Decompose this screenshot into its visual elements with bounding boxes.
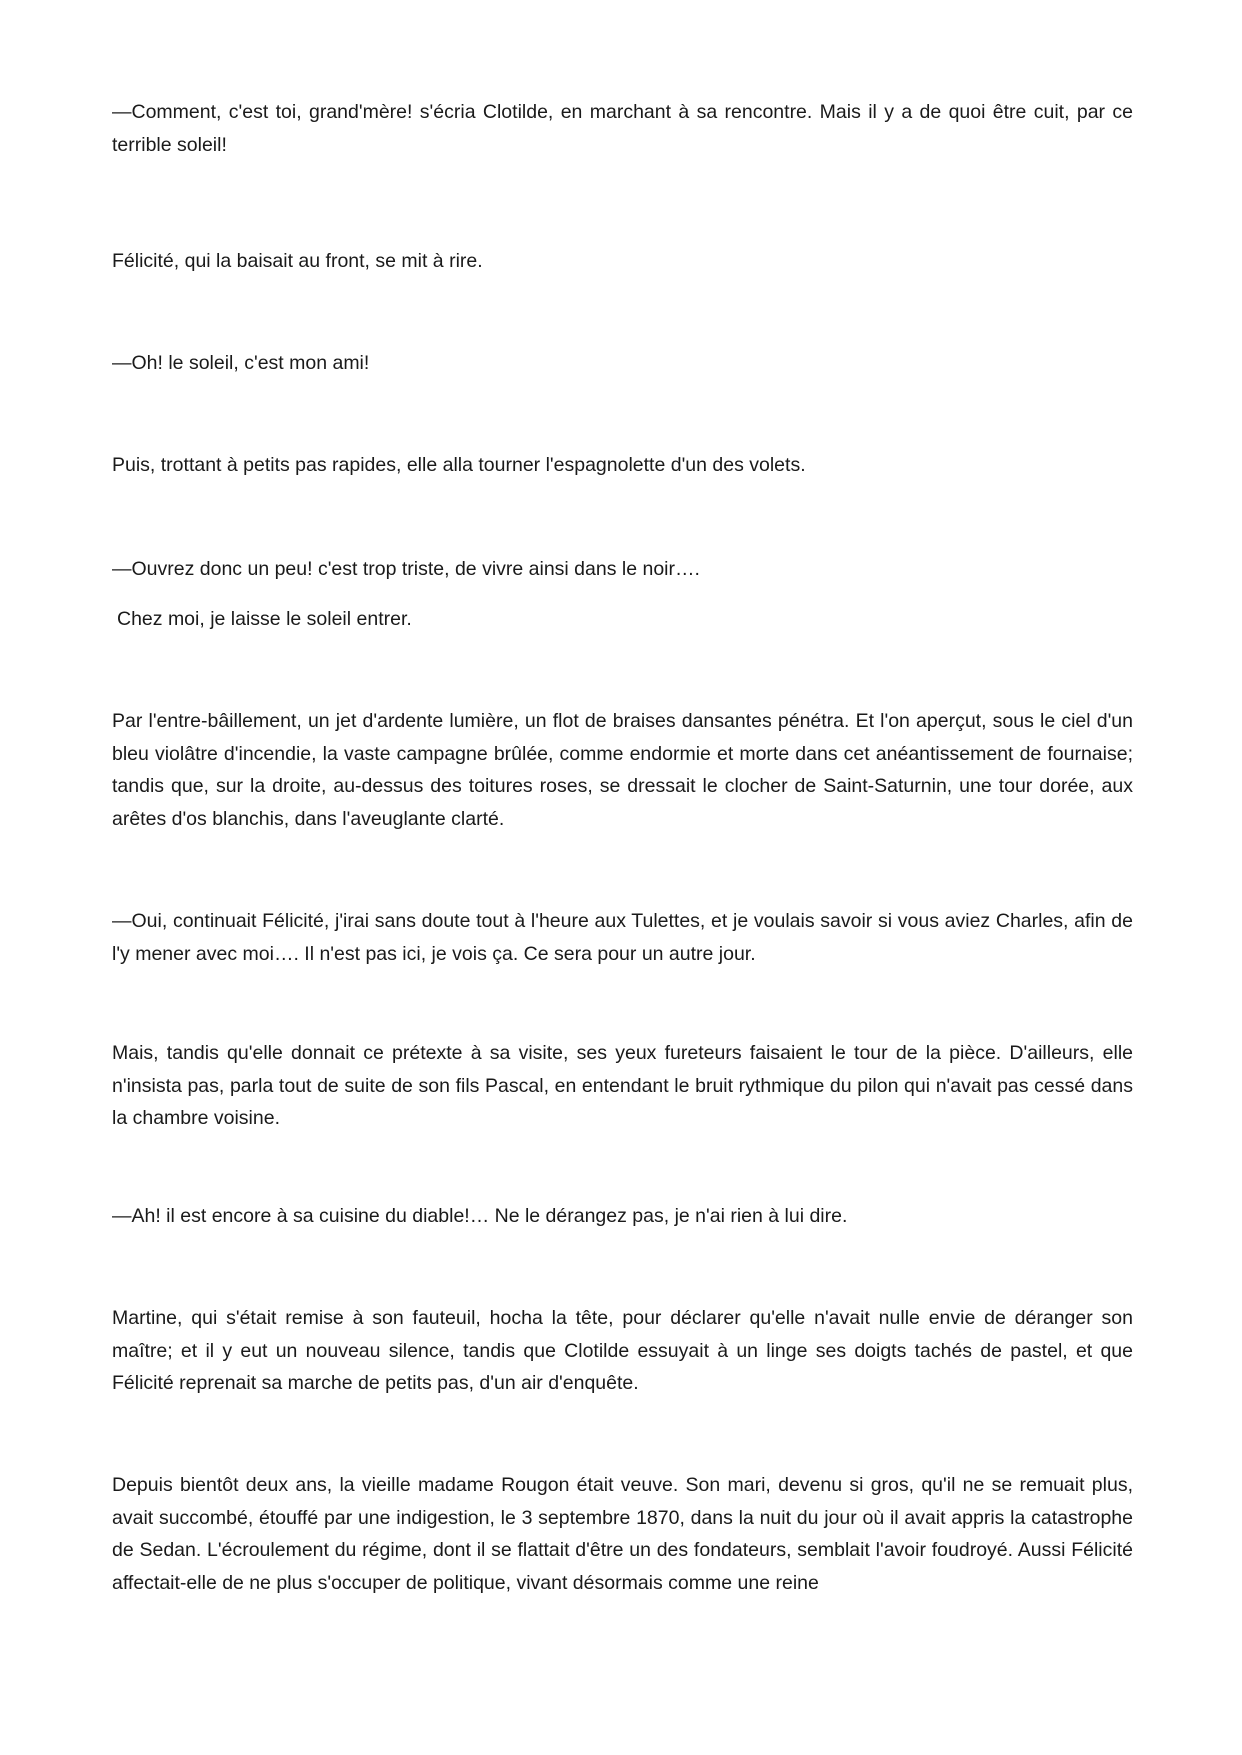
paragraph-4: Puis, trottant à petits pas rapides, elle alla tourner l'espagnolette d'un des volets. [112, 454, 806, 476]
paragraph-1: —Comment, c'est toi, grand'mère! s'écria Clotilde, en marchant à sa rencontre. Mais il y a de quoi être cuit, par ce terrible soleil! [112, 101, 1133, 156]
paragraph-7: Par l'entre-bâillement, un jet d'ardente lumière, un flot de braises dansantes pénétra. Et l'on aperçut, sous le ciel d'un bleu violâtre d'incendie, la vaste campagne brûlée, comme endormie et morte dans cet anéantissement de fournaise; tandis que, sur la droite, au-dessus des toitures roses, se dressait le clocher de Saint-Saturnin, une tour dorée, aux arêtes d'os blanchis, dans l'aveuglante clarté. [112, 710, 1133, 830]
paragraph-3: —Oh! le soleil, c'est mon ami! [112, 352, 370, 374]
paragraph-9: Mais, tandis qu'elle donnait ce prétexte à sa visite, ses yeux fureteurs faisaient le tour de la pièce. D'ailleurs, elle n'insista pas, parla tout de suite de son fils Pascal, en entendant le bruit rythmique du pilon qui n'avait pas cessé dans la chambre voisine. [112, 1042, 1133, 1129]
paragraph-11: Martine, qui s'était remise à son fauteuil, hocha la tête, pour déclarer qu'elle n'avait nulle envie de déranger son maître; et il y eut un nouveau silence, tandis que Clotilde essuyait à un linge ses doigts tachés de pastel, et que Félicité reprenait sa marche de petits pas, d'un air d'enquête. [112, 1307, 1133, 1394]
paragraph-10: —Ah! il est encore à sa cuisine du diable!… Ne le dérangez pas, je n'ai rien à lui dire. [112, 1205, 848, 1227]
paragraph-2: Félicité, qui la baisait au front, se mit à rire. [112, 250, 483, 272]
paragraph-6: Chez moi, je laisse le soleil entrer. [117, 608, 412, 630]
paragraph-5: —Ouvrez donc un peu! c'est trop triste, de vivre ainsi dans le noir…. [112, 558, 700, 580]
paragraph-12: Depuis bientôt deux ans, la vieille madame Rougon était veuve. Son mari, devenu si gros, qu'il ne se remuait plus, avait succombé, étouffé par une indigestion, le 3 septembre 1870, dans la nuit du jour où il avait appris la catastrophe de Sedan. L'écroulement du régime, dont il se flattait d'être un des fondateurs, semblait l'avoir foudroyé. Aussi Félicité affectait-elle de ne plus s'occuper de politique, vivant désormais comme une reine [112, 1474, 1133, 1594]
paragraph-8: —Oui, continuait Félicité, j'irai sans doute tout à l'heure aux Tulettes, et je voulais savoir si vous aviez Charles, afin de l'y mener avec moi…. Il n'est pas ici, je vois ça. Ce sera pour un autre jour. [112, 910, 1133, 965]
